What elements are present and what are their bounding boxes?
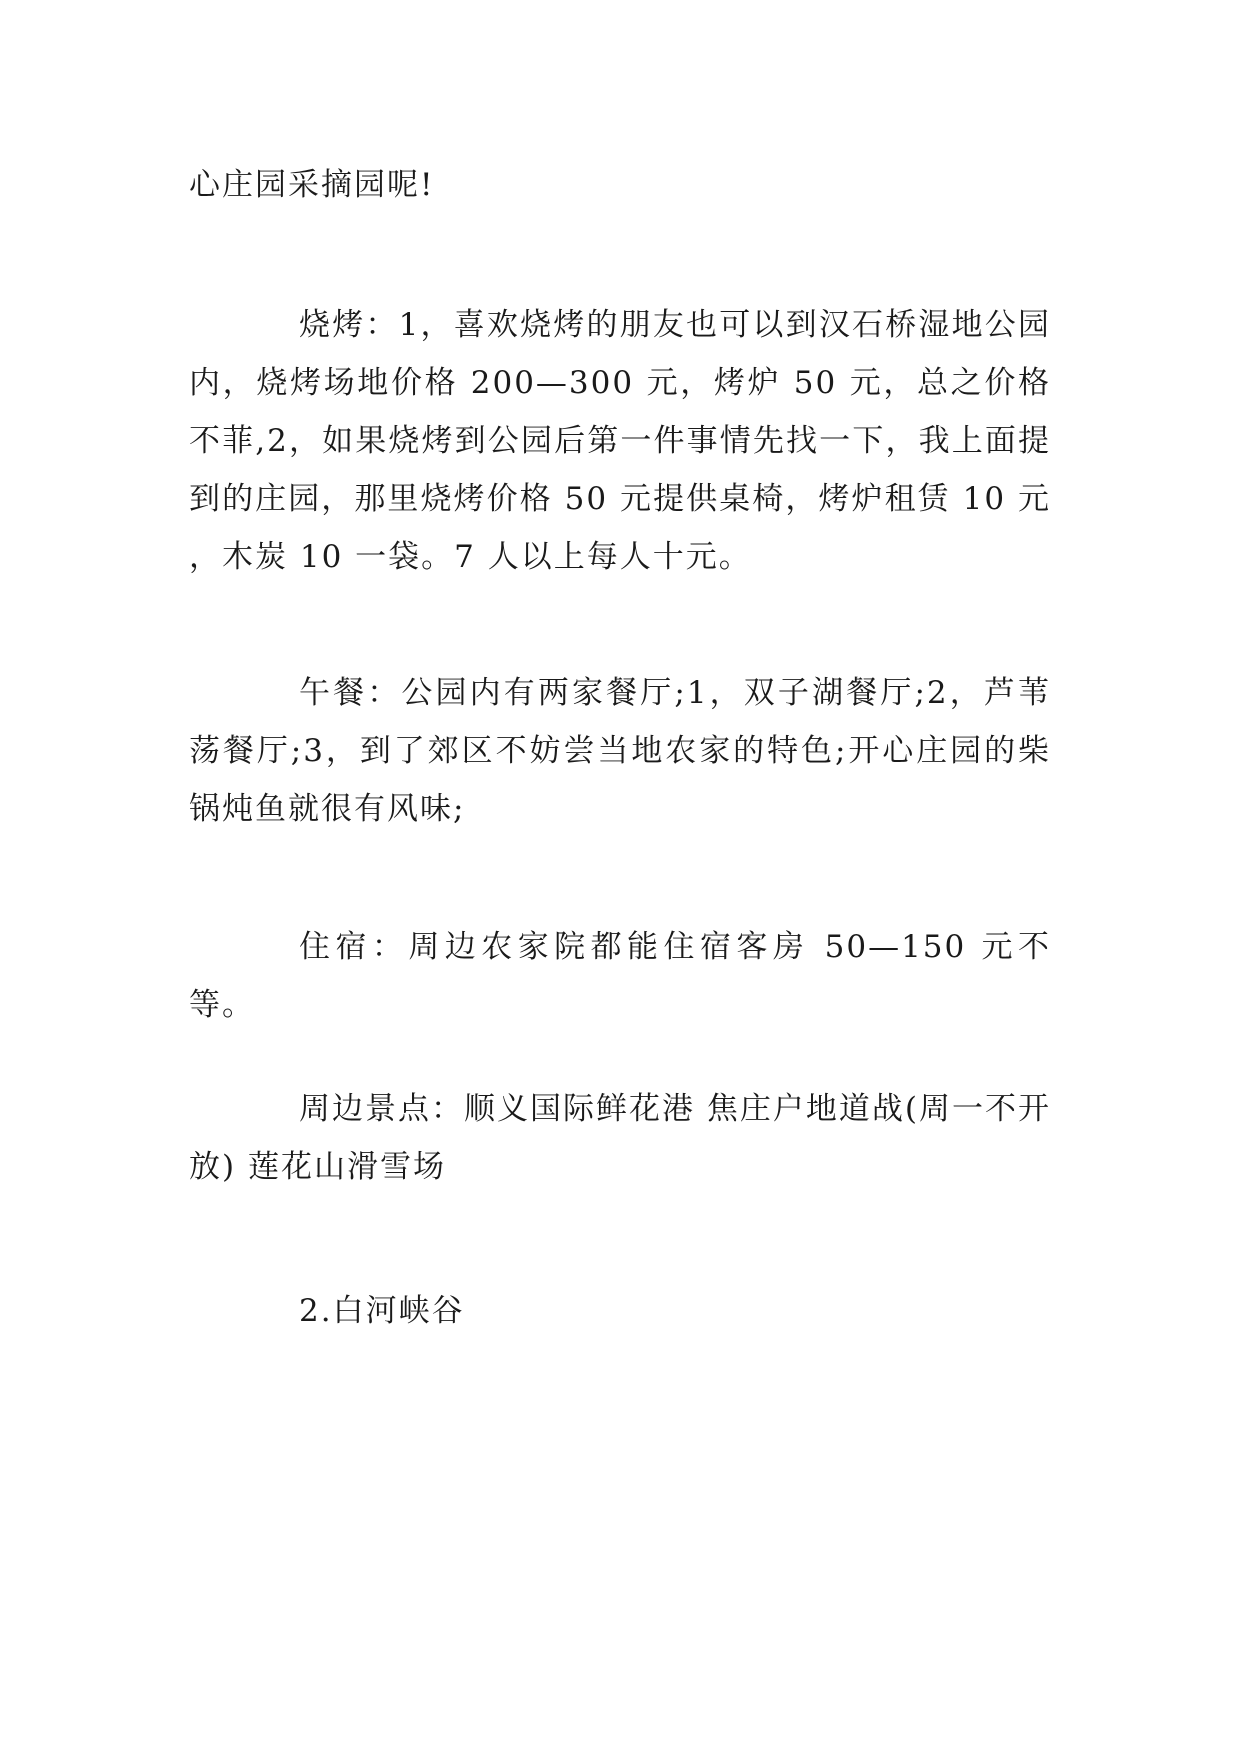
paragraph-lodging: 住宿：周边农家院都能住宿客房 50—150 元不等。 bbox=[189, 929, 1051, 1023]
paragraph-bbq: 烧烤：1，喜欢烧烤的朋友也可以到汉石桥湿地公园内，烧烤场地价格 200—300 元，烤炉 50 元，总之价格不菲,2，如果烧烤到公园后第一件事情先找一下，我上面提到的庄园，那里烧烤价格 50 元提供桌椅，烤炉租赁 10 元 ，木炭 10 一袋。7 人以上每人十元。 bbox=[189, 307, 1051, 575]
paragraph-continuation: 心庄园采摘园呢! bbox=[189, 167, 435, 203]
paragraph-nearby-attractions: 周边景点：顺义国际鲜花港 焦庄户地道战(周一不开放) 莲花山滑雪场 bbox=[189, 1091, 1051, 1185]
paragraph-lunch: 午餐：公园内有两家餐厅;1，双子湖餐厅;2，芦苇荡餐厅;3，到了郊区不妨尝当地农家的特色;开心庄园的柴锅炖鱼就很有风味; bbox=[189, 675, 1051, 827]
section-heading-baihe-canyon: 2.白河峡谷 bbox=[299, 1293, 465, 1329]
